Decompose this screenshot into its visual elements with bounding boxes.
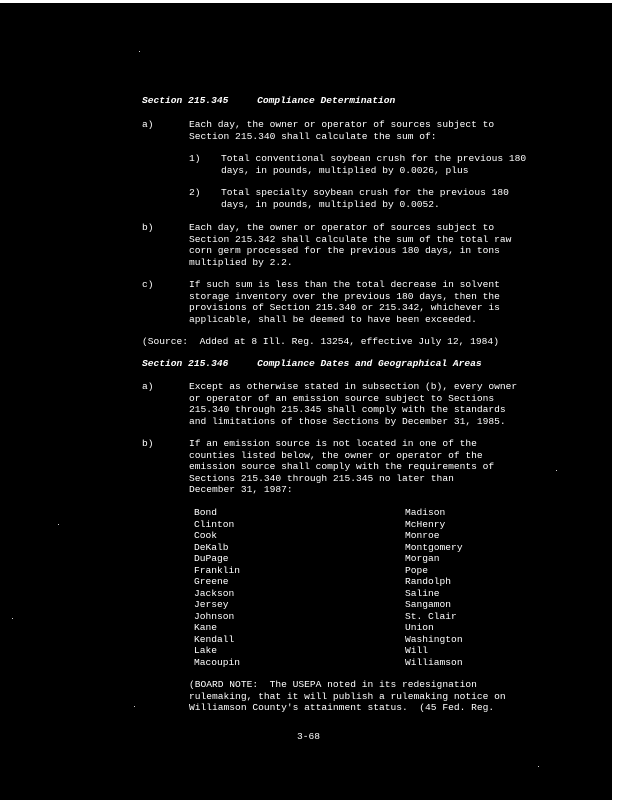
section-346-b-line: emission source shall comply with the requirements of <box>189 461 495 472</box>
county-left: Cook <box>194 530 218 541</box>
county-right: Monroe <box>405 530 440 541</box>
section-345-a-line: Section 215.340 shall calculate the sum of: <box>189 130 437 142</box>
county-left: Jackson <box>194 587 235 599</box>
section-345-c-line: storage inventory over the previous 180 days, then the <box>189 290 500 302</box>
section-345-b-line: corn germ processed for the previous 180 days, in tons <box>189 245 500 256</box>
section-345-b-label: b) <box>142 222 154 233</box>
county-left: Franklin <box>194 564 241 576</box>
section-345-b-line: Section 215.342 shall calculate the sum of the total raw <box>189 233 512 245</box>
page-number: 3-68 <box>297 731 321 742</box>
section-345-c-line: provisions of Section 215.340 or 215.342, whichever is <box>189 302 500 313</box>
county-right: Pope <box>405 564 429 576</box>
section-345-c-label: c) <box>142 279 154 290</box>
county-right: Saline <box>405 587 440 599</box>
section-346-a-line: Except as otherwise stated in subsection (b), every owner <box>189 381 518 392</box>
section-345-a2-label: 2) <box>189 187 201 198</box>
section-345-source-note: (Source: Added at 8 Ill. Reg. 13254, effective July 12, 1984) <box>142 336 499 347</box>
section-346-heading: Section 215.346 Compliance Dates and Geographical Areas <box>142 358 482 369</box>
section-345-heading: Section 215.345 Compliance Determination <box>142 95 396 106</box>
section-346-b-line: counties listed below, the owner or operator of the <box>189 449 483 461</box>
scan-speck <box>139 51 140 52</box>
page-right-border <box>612 0 618 800</box>
section-346-a-line: 215.340 through 215.345 shall comply with the standards <box>189 404 506 415</box>
county-right: Morgan <box>405 553 440 564</box>
county-left: Kendall <box>194 633 235 645</box>
section-346-b-line: December 31, 1987: <box>189 484 293 495</box>
county-left: Bond <box>194 507 218 518</box>
page-top-border <box>0 0 618 3</box>
section-345-c-line: applicable, shall be deemed to have been exceeded. <box>189 313 477 325</box>
section-345-b-line: Each day, the owner or operator of sources subject to <box>189 222 495 233</box>
county-right: Williamson <box>405 656 463 668</box>
section-345-a-label: a) <box>142 119 154 130</box>
section-345-a-line: Each day, the owner or operator of sources subject to <box>189 119 495 130</box>
section-346-b-line: If an emission source is not located in one of the <box>189 438 477 449</box>
scan-speck <box>12 618 13 619</box>
scan-speck <box>556 470 557 471</box>
county-left: Clinton <box>194 518 235 530</box>
county-right: McHenry <box>405 518 446 530</box>
county-left: Macoupin <box>194 656 241 668</box>
county-right: Madison <box>405 507 446 518</box>
section-346-a-line: or operator of an emission source subject to Sections <box>189 392 495 404</box>
county-right: Randolph <box>405 576 452 587</box>
board-note-line: rulemaking, that it will publish a rulemaking notice on <box>189 690 506 702</box>
section-345-a1-label: 1) <box>189 153 201 164</box>
section-345-a2-line: Total specialty soybean crush for the previous 180 <box>221 187 509 198</box>
section-346-a-line: and limitations of those Sections by December 31, 1985. <box>189 415 506 427</box>
county-left: Jersey <box>194 599 229 610</box>
county-left: DeKalb <box>194 541 229 553</box>
board-note-line: (BOARD NOTE: The USEPA noted in its redesignation <box>189 679 477 690</box>
county-right: Washington <box>405 633 463 645</box>
county-left: Lake <box>194 645 218 656</box>
county-right: St. Clair <box>405 610 457 622</box>
county-left: Greene <box>194 576 229 587</box>
scan-speck <box>538 766 539 767</box>
section-345-c-line: If such sum is less than the total decrease in solvent <box>189 279 500 290</box>
county-left: DuPage <box>194 553 229 564</box>
board-note-line: Williamson County's attainment status. (45 Fed. Reg. <box>189 702 495 713</box>
scan-speck <box>58 524 59 525</box>
section-345-b-line: multiplied by 2.2. <box>189 256 293 268</box>
section-345-a1-line: Total conventional soybean crush for the previous 180 <box>221 153 527 164</box>
county-right: Will <box>405 645 429 656</box>
county-right: Montgomery <box>405 541 463 553</box>
section-345-a2-line: days, in pounds, multiplied by 0.0052. <box>221 198 440 210</box>
section-346-b-line: Sections 215.340 through 215.345 no later than <box>189 472 454 484</box>
section-345-a1-line: days, in pounds, multiplied by 0.0026, plus <box>221 164 469 176</box>
section-346-b-label: b) <box>142 438 154 449</box>
county-right: Sangamon <box>405 599 452 610</box>
county-left: Johnson <box>194 610 235 622</box>
county-left: Kane <box>194 622 218 633</box>
county-right: Union <box>405 622 434 633</box>
scan-speck <box>134 706 135 707</box>
section-346-a-label: a) <box>142 381 154 392</box>
